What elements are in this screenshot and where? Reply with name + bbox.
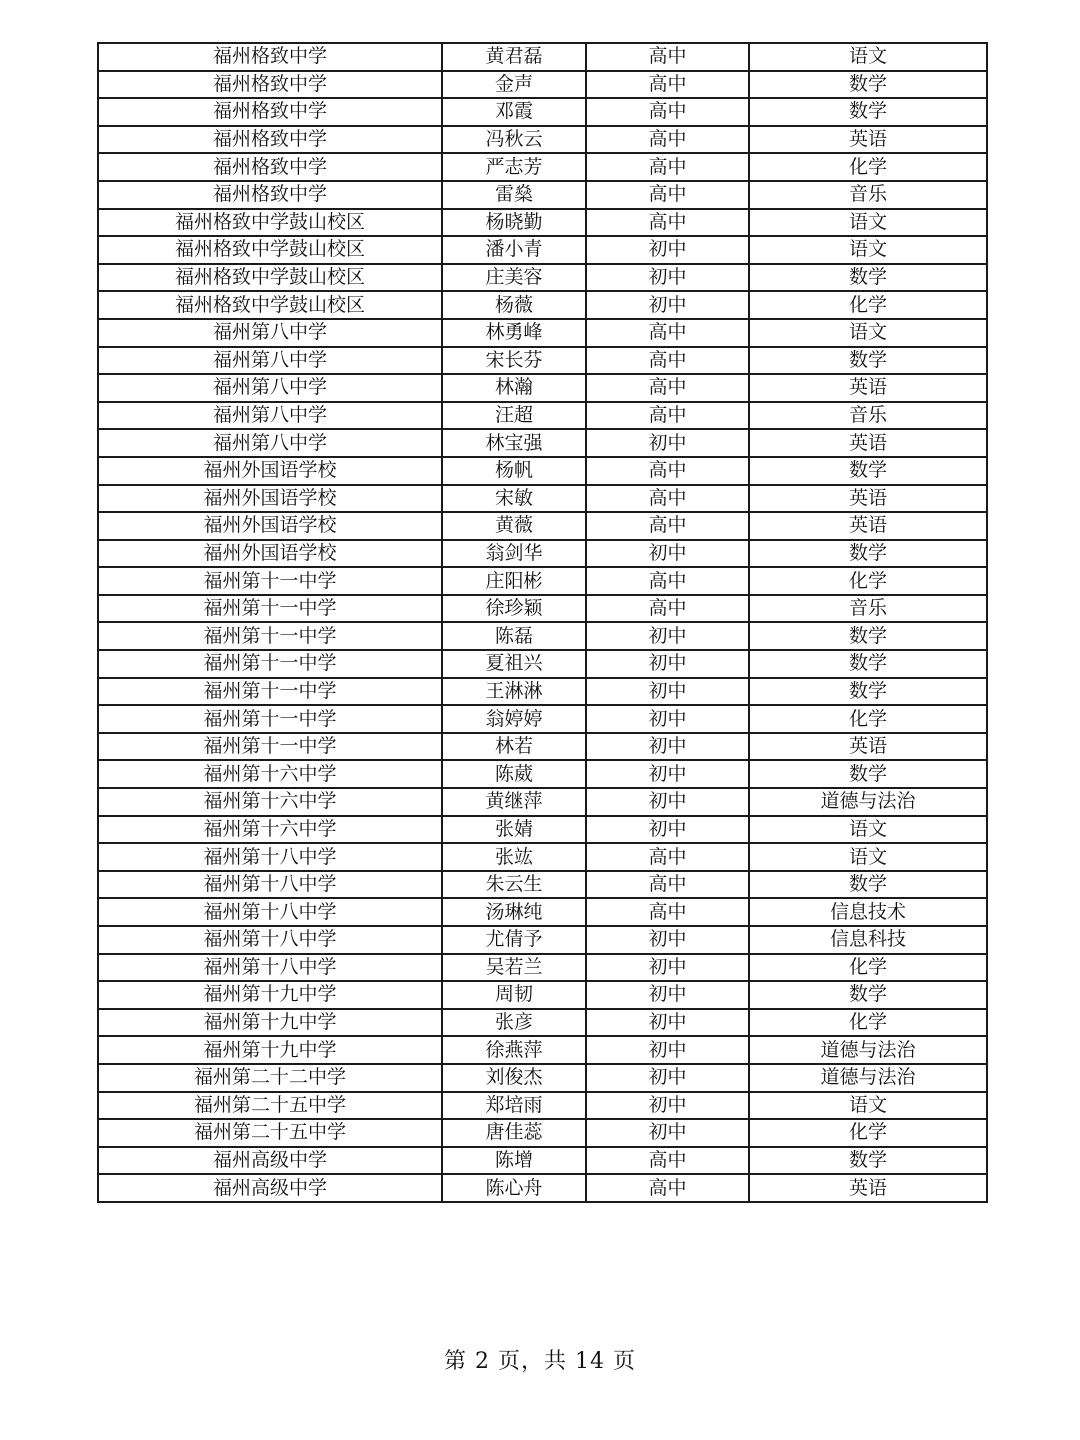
school-cell: 福州第八中学 (98, 402, 442, 430)
school-level-cell: 初中 (586, 705, 749, 733)
subject-cell: 语文 (749, 816, 987, 844)
school-cell: 福州高级中学 (98, 1147, 442, 1175)
teacher-name-cell: 黄继萍 (442, 788, 586, 816)
subject-cell: 英语 (749, 126, 987, 154)
school-level-cell: 初中 (586, 981, 749, 1009)
subject-cell: 语文 (749, 1092, 987, 1120)
subject-cell: 信息技术 (749, 898, 987, 926)
school-level-cell: 高中 (586, 485, 749, 513)
teacher-name-cell: 冯秋云 (442, 126, 586, 154)
subject-cell: 数学 (749, 1147, 987, 1175)
school-cell: 福州第八中学 (98, 374, 442, 402)
subject-cell: 化学 (749, 1009, 987, 1037)
school-cell: 福州格致中学鼓山校区 (98, 291, 442, 319)
school-cell: 福州第二十五中学 (98, 1092, 442, 1120)
table-row (98, 954, 987, 982)
school-cell: 福州外国语学校 (98, 457, 442, 485)
table-row (98, 650, 987, 678)
table-row (98, 429, 987, 457)
teacher-name-cell: 唐佳蕊 (442, 1119, 586, 1147)
table-row (98, 347, 987, 375)
school-level-cell: 高中 (586, 457, 749, 485)
school-cell: 福州第十八中学 (98, 954, 442, 982)
teacher-roster-table (97, 42, 988, 1203)
school-cell: 福州格致中学 (98, 181, 442, 209)
school-cell: 福州第十一中学 (98, 650, 442, 678)
teacher-name-cell: 黄薇 (442, 512, 586, 540)
teacher-name-cell: 徐珍颖 (442, 595, 586, 623)
school-cell: 福州第十一中学 (98, 733, 442, 761)
teacher-name-cell: 潘小青 (442, 236, 586, 264)
subject-cell: 语文 (749, 209, 987, 237)
school-cell: 福州外国语学校 (98, 540, 442, 568)
school-level-cell: 高中 (586, 347, 749, 375)
table-row (98, 71, 987, 99)
school-cell: 福州第十六中学 (98, 760, 442, 788)
school-cell: 福州第十八中学 (98, 926, 442, 954)
table-row (98, 402, 987, 430)
teacher-name-cell: 王淋淋 (442, 678, 586, 706)
teacher-name-cell: 张彦 (442, 1009, 586, 1037)
school-cell: 福州第十一中学 (98, 705, 442, 733)
school-level-cell: 高中 (586, 1147, 749, 1175)
school-cell: 福州第十九中学 (98, 1009, 442, 1037)
school-level-cell: 初中 (586, 1119, 749, 1147)
teacher-name-cell: 朱云生 (442, 871, 586, 899)
teacher-name-cell: 郑培雨 (442, 1092, 586, 1120)
teacher-name-cell: 庄美容 (442, 264, 586, 292)
school-level-cell: 初中 (586, 650, 749, 678)
school-level-cell: 高中 (586, 843, 749, 871)
subject-cell: 音乐 (749, 595, 987, 623)
school-level-cell: 初中 (586, 760, 749, 788)
page-number: 第 2 页，共 14 页 (444, 1349, 636, 1374)
subject-cell: 英语 (749, 485, 987, 513)
teacher-name-cell: 陈增 (442, 1147, 586, 1175)
school-level-cell: 高中 (586, 595, 749, 623)
teacher-name-cell: 汤琳纯 (442, 898, 586, 926)
table-row (98, 209, 987, 237)
table-row (98, 622, 987, 650)
teacher-name-cell: 雷燊 (442, 181, 586, 209)
subject-cell: 数学 (749, 98, 987, 126)
table-row (98, 540, 987, 568)
teacher-name-cell: 杨晓勤 (442, 209, 586, 237)
school-level-cell: 初中 (586, 622, 749, 650)
school-cell: 福州第八中学 (98, 429, 442, 457)
school-level-cell: 高中 (586, 319, 749, 347)
subject-cell: 数学 (749, 678, 987, 706)
school-cell: 福州第十八中学 (98, 843, 442, 871)
table-row (98, 926, 987, 954)
school-cell: 福州格致中学鼓山校区 (98, 236, 442, 264)
teacher-name-cell: 杨帆 (442, 457, 586, 485)
subject-cell: 化学 (749, 954, 987, 982)
teacher-name-cell: 黄君磊 (442, 43, 586, 71)
teacher-name-cell: 林若 (442, 733, 586, 761)
school-level-cell: 初中 (586, 1092, 749, 1120)
subject-cell: 化学 (749, 567, 987, 595)
subject-cell: 数学 (749, 650, 987, 678)
table-row (98, 512, 987, 540)
school-level-cell: 高中 (586, 126, 749, 154)
table-row (98, 485, 987, 513)
subject-cell: 数学 (749, 871, 987, 899)
subject-cell: 英语 (749, 733, 987, 761)
subject-cell: 化学 (749, 1119, 987, 1147)
school-cell: 福州第二十二中学 (98, 1064, 442, 1092)
school-cell: 福州第十一中学 (98, 622, 442, 650)
school-cell: 福州第十八中学 (98, 898, 442, 926)
teacher-name-cell: 翁婷婷 (442, 705, 586, 733)
table-row (98, 1174, 987, 1202)
table-row (98, 153, 987, 181)
table-row (98, 1036, 987, 1064)
table-row (98, 374, 987, 402)
table-row (98, 733, 987, 761)
school-level-cell: 高中 (586, 181, 749, 209)
school-cell: 福州第十八中学 (98, 871, 442, 899)
school-level-cell: 初中 (586, 429, 749, 457)
school-cell: 福州第八中学 (98, 347, 442, 375)
subject-cell: 数学 (749, 264, 987, 292)
school-level-cell: 初中 (586, 1064, 749, 1092)
teacher-name-cell: 宋敏 (442, 485, 586, 513)
subject-cell: 道德与法治 (749, 1064, 987, 1092)
school-level-cell: 高中 (586, 374, 749, 402)
subject-cell: 数学 (749, 981, 987, 1009)
subject-cell: 英语 (749, 512, 987, 540)
table-row (98, 595, 987, 623)
teacher-name-cell: 宋长芬 (442, 347, 586, 375)
table-row (98, 98, 987, 126)
school-level-cell: 高中 (586, 898, 749, 926)
school-level-cell: 初中 (586, 236, 749, 264)
subject-cell: 英语 (749, 374, 987, 402)
school-level-cell: 初中 (586, 678, 749, 706)
table-row (98, 457, 987, 485)
subject-cell: 化学 (749, 153, 987, 181)
school-level-cell: 高中 (586, 1174, 749, 1202)
table-row (98, 760, 987, 788)
table-row (98, 291, 987, 319)
teacher-name-cell: 杨薇 (442, 291, 586, 319)
school-level-cell: 高中 (586, 71, 749, 99)
subject-cell: 语文 (749, 43, 987, 71)
school-level-cell: 初中 (586, 733, 749, 761)
table-row (98, 264, 987, 292)
subject-cell: 数学 (749, 457, 987, 485)
teacher-name-cell: 汪超 (442, 402, 586, 430)
teacher-name-cell: 陈心舟 (442, 1174, 586, 1202)
school-level-cell: 初中 (586, 264, 749, 292)
school-cell: 福州第十一中学 (98, 567, 442, 595)
subject-cell: 数学 (749, 760, 987, 788)
table-row (98, 788, 987, 816)
school-cell: 福州格致中学 (98, 98, 442, 126)
subject-cell: 数学 (749, 622, 987, 650)
table-row (98, 898, 987, 926)
teacher-name-cell: 张竑 (442, 843, 586, 871)
school-cell: 福州第十九中学 (98, 981, 442, 1009)
school-cell: 福州第十一中学 (98, 678, 442, 706)
teacher-name-cell: 夏祖兴 (442, 650, 586, 678)
teacher-name-cell: 尤倩予 (442, 926, 586, 954)
table-row (98, 126, 987, 154)
teacher-name-cell: 刘俊杰 (442, 1064, 586, 1092)
school-cell: 福州第十六中学 (98, 788, 442, 816)
school-cell: 福州格致中学 (98, 153, 442, 181)
table-row (98, 1119, 987, 1147)
table-row (98, 236, 987, 264)
teacher-name-cell: 陈磊 (442, 622, 586, 650)
subject-cell: 道德与法治 (749, 788, 987, 816)
table-row (98, 181, 987, 209)
subject-cell: 数学 (749, 540, 987, 568)
school-cell: 福州第二十五中学 (98, 1119, 442, 1147)
school-cell: 福州外国语学校 (98, 485, 442, 513)
subject-cell: 语文 (749, 319, 987, 347)
school-level-cell: 高中 (586, 98, 749, 126)
subject-cell: 英语 (749, 429, 987, 457)
subject-cell: 数学 (749, 347, 987, 375)
school-level-cell: 初中 (586, 926, 749, 954)
teacher-name-cell: 邓霞 (442, 98, 586, 126)
school-level-cell: 初中 (586, 954, 749, 982)
teacher-name-cell: 严志芳 (442, 153, 586, 181)
subject-cell: 语文 (749, 843, 987, 871)
teacher-name-cell: 徐燕萍 (442, 1036, 586, 1064)
table-row (98, 871, 987, 899)
school-cell: 福州第十六中学 (98, 816, 442, 844)
subject-cell: 音乐 (749, 181, 987, 209)
school-level-cell: 初中 (586, 291, 749, 319)
teacher-name-cell: 林瀚 (442, 374, 586, 402)
school-level-cell: 高中 (586, 871, 749, 899)
school-cell: 福州第八中学 (98, 319, 442, 347)
school-level-cell: 初中 (586, 540, 749, 568)
school-cell: 福州外国语学校 (98, 512, 442, 540)
subject-cell: 数学 (749, 71, 987, 99)
school-cell: 福州格致中学 (98, 43, 442, 71)
subject-cell: 信息科技 (749, 926, 987, 954)
subject-cell: 语文 (749, 236, 987, 264)
table-row (98, 843, 987, 871)
school-cell: 福州格致中学鼓山校区 (98, 264, 442, 292)
table-row (98, 319, 987, 347)
subject-cell: 化学 (749, 705, 987, 733)
teacher-name-cell: 张婧 (442, 816, 586, 844)
school-level-cell: 初中 (586, 1036, 749, 1064)
school-level-cell: 初中 (586, 1009, 749, 1037)
school-level-cell: 初中 (586, 816, 749, 844)
school-level-cell: 高中 (586, 209, 749, 237)
teacher-name-cell: 吴若兰 (442, 954, 586, 982)
teacher-name-cell: 翁剑华 (442, 540, 586, 568)
teacher-name-cell: 金声 (442, 71, 586, 99)
subject-cell: 化学 (749, 291, 987, 319)
school-level-cell: 高中 (586, 567, 749, 595)
table-row (98, 816, 987, 844)
table-row (98, 1092, 987, 1120)
teacher-name-cell: 林勇峰 (442, 319, 586, 347)
school-cell: 福州格致中学鼓山校区 (98, 209, 442, 237)
school-cell: 福州格致中学 (98, 126, 442, 154)
school-cell: 福州第十一中学 (98, 595, 442, 623)
table-row (98, 1009, 987, 1037)
school-cell: 福州格致中学 (98, 71, 442, 99)
table-body (98, 43, 987, 1202)
teacher-name-cell: 周韧 (442, 981, 586, 1009)
table-row (98, 1147, 987, 1175)
subject-cell: 道德与法治 (749, 1036, 987, 1064)
school-level-cell: 高中 (586, 43, 749, 71)
table-row (98, 981, 987, 1009)
teacher-name-cell: 林宝强 (442, 429, 586, 457)
table-row (98, 1064, 987, 1092)
school-level-cell: 高中 (586, 512, 749, 540)
teacher-name-cell: 庄阳彬 (442, 567, 586, 595)
school-level-cell: 高中 (586, 153, 749, 181)
table-row (98, 705, 987, 733)
subject-cell: 英语 (749, 1174, 987, 1202)
school-cell: 福州高级中学 (98, 1174, 442, 1202)
table-row (98, 567, 987, 595)
teacher-name-cell: 陈葳 (442, 760, 586, 788)
table-row (98, 43, 987, 71)
school-level-cell: 初中 (586, 788, 749, 816)
table-row (98, 678, 987, 706)
school-level-cell: 高中 (586, 402, 749, 430)
school-cell: 福州第十九中学 (98, 1036, 442, 1064)
subject-cell: 音乐 (749, 402, 987, 430)
